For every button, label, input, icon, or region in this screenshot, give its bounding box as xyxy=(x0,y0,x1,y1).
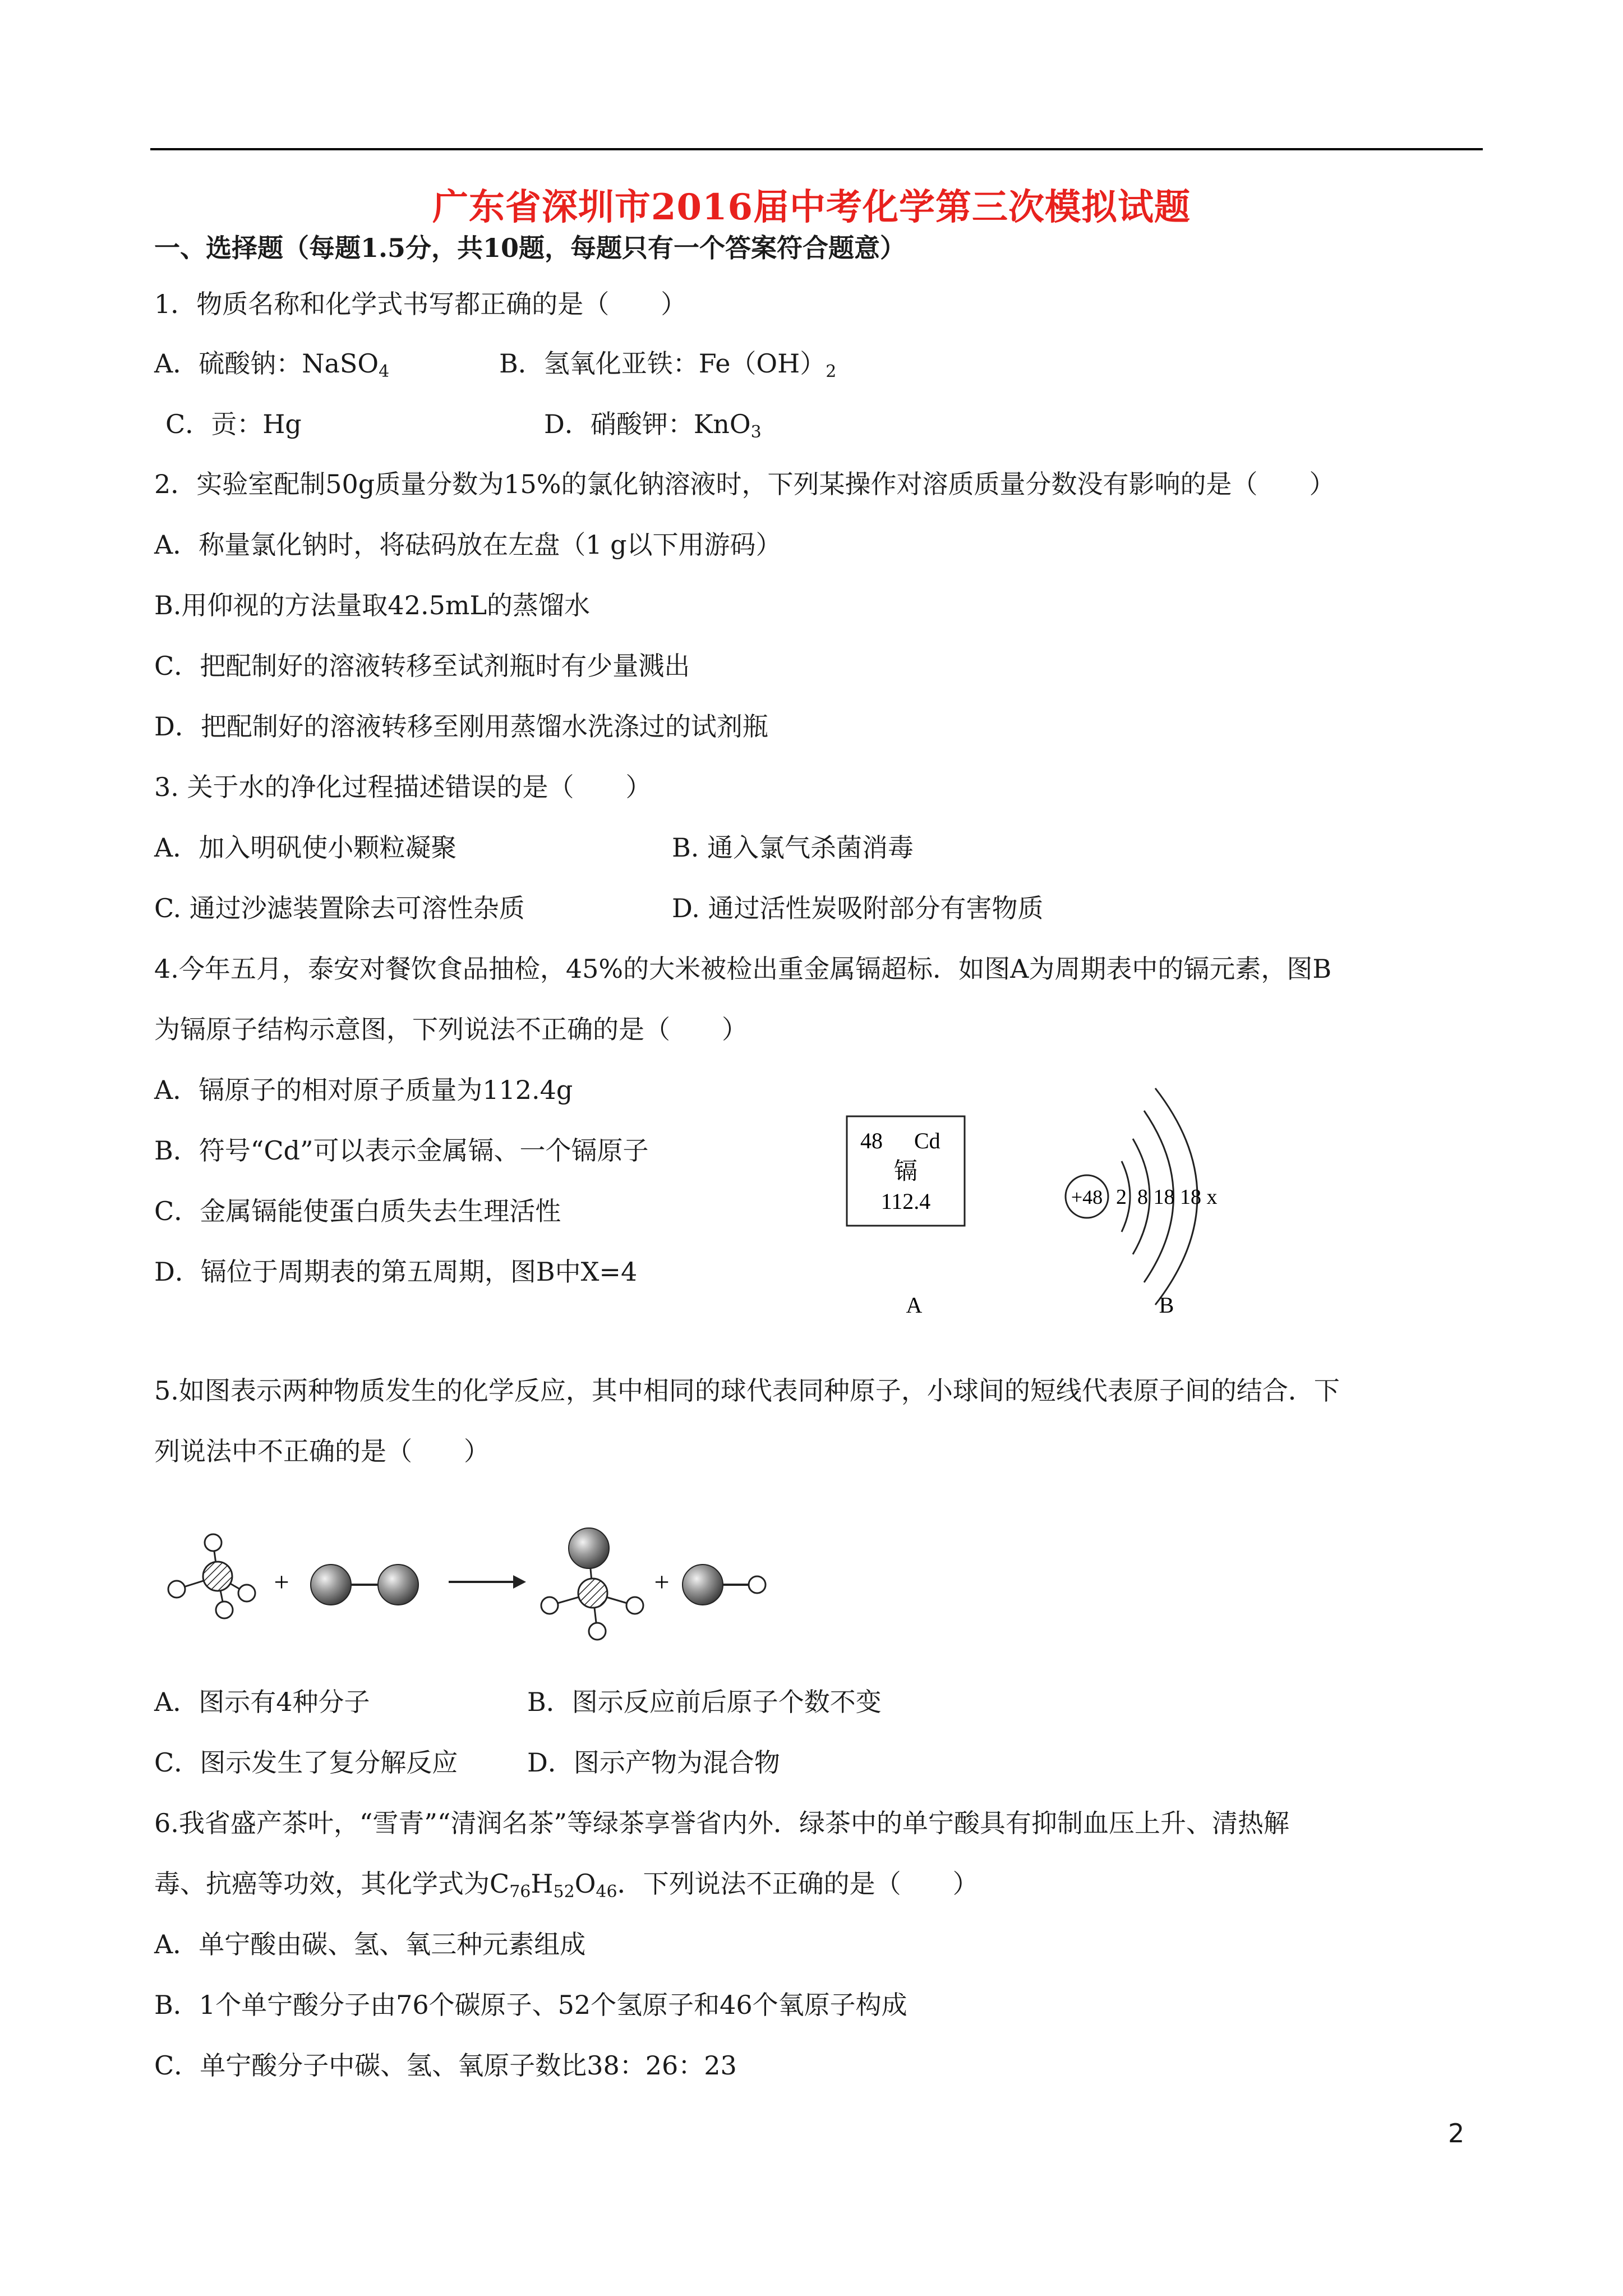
q5-option-d: D．图示产物为混合物 xyxy=(527,1747,780,1778)
nucleus-charge: +48 xyxy=(1071,1186,1103,1208)
q3-option-d: D. 通过活性炭吸附部分有害物质 xyxy=(672,893,1044,923)
product-molecule-2 xyxy=(683,1565,766,1605)
q3-option-a: A．加入明矾使小颗粒凝聚 xyxy=(154,832,457,863)
product-molecule-1 xyxy=(541,1528,643,1640)
q1-option-b: B．氢氧化亚铁：$Fe(OH)_2$ xyxy=(499,348,837,381)
element-name: 镉 xyxy=(893,1159,918,1185)
element-symbol: Cd xyxy=(914,1128,940,1153)
q5-stem-line1: 5.如图表示两种物质发生的化学反应，其中相同的球代表同种原子，小球间的短线代表原子间的结合．下 xyxy=(154,1375,1340,1406)
section-heading: 一、选择题（每题1.5分，共10题，每题只有一个答案符合题意） xyxy=(154,233,906,263)
q4-stem-line2: 为镉原子结构示意图，下列说法不正确的是（ ） xyxy=(154,1014,748,1045)
q5-stem-line2: 列说法中不正确的是（ ） xyxy=(154,1436,490,1466)
q2-option-a: A．称量氯化钠时，将砝码放在左盘（1 g以下用游码） xyxy=(154,530,782,560)
reactant-molecule-2 xyxy=(311,1565,418,1605)
reaction-arrow xyxy=(449,1575,526,1589)
q5-option-a: A．图示有4种分子 xyxy=(154,1687,370,1717)
q6-option-a: A．单宁酸由碳、氢、氧三种元素组成 xyxy=(154,1929,586,1959)
q1-option-d: D．硝酸钾：KnO$_3$ xyxy=(544,409,762,442)
q2-option-c: C．把配制好的溶液转移至试剂瓶时有少量溅出 xyxy=(154,651,690,681)
q3-option-c: C. 通过沙滤装置除去可溶性杂质 xyxy=(154,893,525,923)
q4-option-c: C．金属镉能使蛋白质失去生理活性 xyxy=(154,1196,561,1226)
reaction-diagram xyxy=(151,1458,802,1644)
q2-option-b: B.用仰视的方法量取42.5mL的蒸馏水 xyxy=(154,590,591,620)
figure-a-cadmium-cell xyxy=(841,1094,987,1318)
plus-sign-2: + xyxy=(654,1567,670,1597)
q4-option-a: A．镉原子的相对原子质量为112.4g xyxy=(154,1075,573,1105)
q3-stem: 3. 关于水的净化过程描述错误的是（ ） xyxy=(154,772,652,802)
figure-b-atom-structure xyxy=(1049,1077,1284,1324)
q4-option-d: D．镉位于周期表的第五周期，图B中X=4 xyxy=(154,1257,638,1287)
q6-stem-line2: 毒、抗癌等功效，其化学式为$C_{76}H_{52}O_{46}$．下列说法不正确的是（ ） xyxy=(154,1869,979,1902)
q3-option-b: B. 通入氯气杀菌消毒 xyxy=(672,832,914,863)
q6-option-b: B．1个单宁酸分子由76个碳原子、52个氢原子和46个氧原子构成 xyxy=(154,1990,907,2020)
figure-b-label: B xyxy=(1159,1292,1174,1318)
q5-option-c: C．图示发生了复分解反应 xyxy=(154,1747,458,1778)
q1-stem: 1．物质名称和化学式书写都正确的是（ ） xyxy=(154,289,687,319)
page-number: 2 xyxy=(1448,2118,1465,2148)
shell-electron-counts: 2 8 18 18 x xyxy=(1116,1185,1218,1209)
q1-option-c: C．贡：Hg xyxy=(165,409,302,439)
atomic-number: 48 xyxy=(860,1128,883,1153)
reactant-molecule-1 xyxy=(168,1534,255,1618)
q6-option-c: C．单宁酸分子中碳、氢、氧原子数比38：26：23 xyxy=(154,2050,737,2081)
q5-option-b: B．图示反应前后原子个数不变 xyxy=(527,1687,882,1717)
plus-sign-1: + xyxy=(274,1567,289,1597)
q4-stem-line1: 4.今年五月，泰安对餐饮食品抽检，45%的大米被检出重金属镉超标．如图A为周期表中的镉元素，图B xyxy=(154,954,1332,984)
page-title: 广东省深圳市2016届中考化学第三次模拟试题 xyxy=(432,186,1191,228)
q2-stem: 2．实验室配制50g质量分数为15%的氯化钠溶液时，下列某操作对溶质质量分数没有影响的是（ ） xyxy=(154,469,1335,499)
atomic-mass: 112.4 xyxy=(880,1189,931,1214)
q4-option-b: B．符号“Cd”可以表示金属镉、一个镉原子 xyxy=(154,1135,649,1166)
q2-option-d: D．把配制好的溶液转移至刚用蒸馏水洗涤过的试剂瓶 xyxy=(154,711,768,742)
header-rule xyxy=(150,148,1483,150)
q6-stem-line1: 6.我省盛产茶叶，“雪青”“清润名茶”等绿茶享誉省内外．绿茶中的单宁酸具有抑制血压上升、清热解 xyxy=(154,1808,1289,1838)
q1-option-a: A．硫酸钠：NaSO$_4$ xyxy=(154,348,390,381)
figure-a-label: A xyxy=(906,1292,923,1318)
